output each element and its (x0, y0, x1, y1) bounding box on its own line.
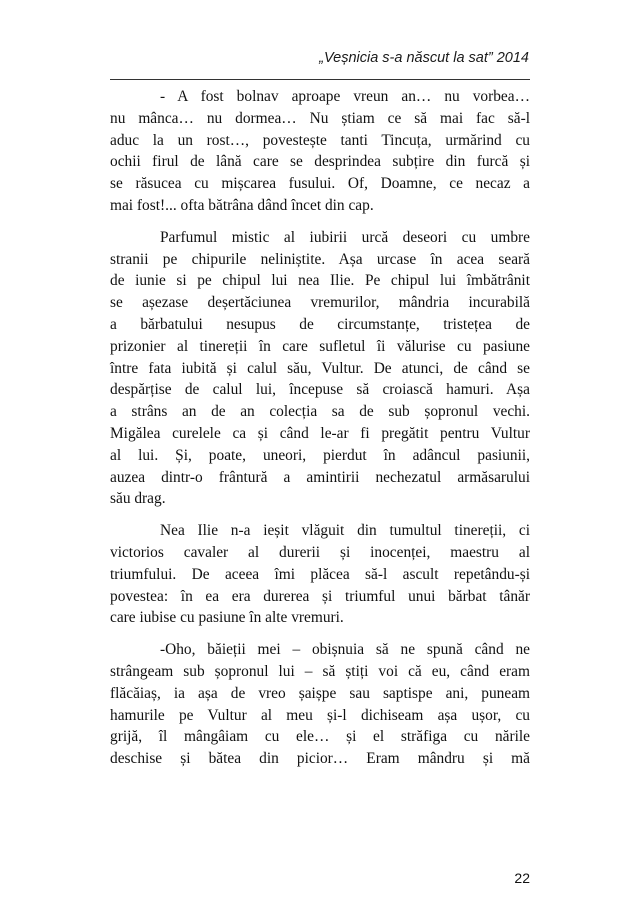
text-line: flăcăiaș, ia așa de vreo șaișpe sau saptispe ani, puneam (110, 684, 530, 702)
text-line: aduc la un rost…, povestește tanti Tincuța, urmărind cu (110, 131, 530, 149)
text-line: -Oho, băieții mei – obișnuia să ne spună când ne (160, 641, 530, 659)
paragraph (110, 520, 530, 629)
text-line: auzea dintr-o frântură a amintirii nechezatul armăsarului (110, 468, 530, 486)
text-line: - A fost bolnav aproape vreun an… nu vorbea… (160, 88, 530, 105)
paragraph (110, 639, 530, 770)
text-line: prizonier al tinereții în care sufletul îi vălurise cu pasiune (110, 337, 530, 355)
text-line: ochii firul de lână care se desprindea subțire din furcă și (110, 153, 530, 171)
text-line: Nea Ilie n-a ieșit vlăguit din tumultul tinereții, ci (160, 522, 530, 540)
text-line: nu mânca… nu dormea… Nu știam ce să mai fac să-l (110, 109, 530, 127)
text-line: victorios cavaler al durerii și inocenței, maestru al (110, 543, 530, 561)
paragraph (110, 86, 530, 217)
text-line: despărțise de calul lui, începuse să croiască hamuri. Așa (110, 381, 530, 399)
text-line: de iunie si pe chipul lui nea Ilie. Pe chipul lui îmbătrânit (110, 272, 530, 290)
text-line: Parfumul mistic al iubirii urcă deseori cu umbre (160, 228, 530, 246)
text-line: care iubise cu pasiune în alte vremuri. (110, 609, 344, 627)
text-line: Migălea curelele ca și când le-ar fi pregătit pentru Vultur (110, 424, 530, 442)
text-line: său drag. (110, 490, 166, 508)
header-divider (110, 79, 530, 80)
text-line: se așezase deșertăciunea vremurilor, mândria incurabilă (110, 294, 530, 312)
text-line: triumfului. De aceea îmi plăcea să-l ascult repetându-și (110, 565, 530, 583)
text-line: deschise și bătea din picior… Eram mândru și mă (110, 750, 530, 768)
page-number: 22 (514, 870, 530, 886)
text-line: al lui. Și, poate, uneori, pierdut în adâncul pasiunii, (110, 446, 530, 464)
text-line: se răsucea cu mișcarea fusului. Of, Doamne, ce necaz a (110, 175, 530, 193)
running-header-title: „Veșnicia s-a născut la sat” 2014 (319, 50, 529, 66)
text-line: strângeam sub șopronul lui – să știți voi că eu, când eram (110, 662, 530, 680)
paragraph (110, 227, 530, 510)
text-line: stranii pe chipurile neliniștite. Așa urcase în acea seară (110, 250, 530, 268)
body-text (110, 86, 530, 770)
text-line: a strâns an de an colecția sa de sub șopronul vechi. (110, 403, 530, 421)
text-line: hamurile pe Vultur al meu și-l dichiseam așa ușor, cu (110, 706, 530, 724)
text-line: mai fost!... ofta bătrâna dând încet din cap. (110, 196, 374, 214)
text-line: a bărbatului nesupus de circumstanțe, tristețea de (110, 315, 530, 333)
text-line: povestea: în ea era durerea și triumful unui bărbat tânăr (110, 587, 530, 605)
text-line: între fata iubită și calul său, Vultur. De atunci, de când se (110, 359, 530, 377)
text-line: grijă, îl mângâiam cu ele… și el străfiga cu nările (110, 728, 530, 746)
